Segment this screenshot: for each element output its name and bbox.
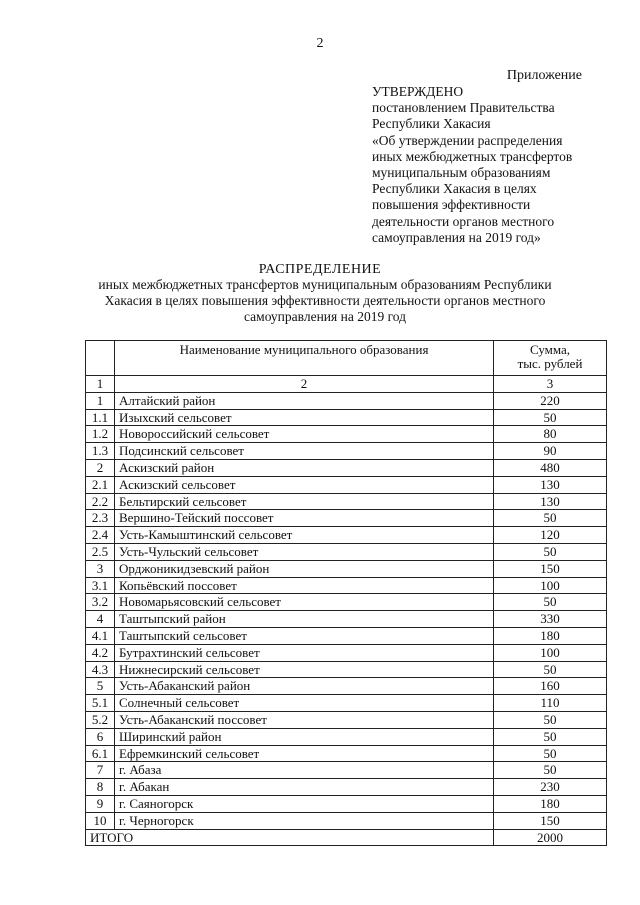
table-row <box>86 661 607 678</box>
table-row <box>86 594 607 611</box>
row-sum-cell: 480 <box>494 459 607 476</box>
row-sum-cell: 100 <box>494 577 607 594</box>
row-name-cell: Аскизский район <box>115 459 494 476</box>
row-name-cell: Подсинский сельсовет <box>115 443 494 460</box>
approval-line: Республики Хакасия <box>372 116 491 132</box>
row-number-cell: 5.2 <box>86 711 115 728</box>
table-row <box>86 577 607 594</box>
row-number-cell: 6.1 <box>86 745 115 762</box>
row-number-cell: 2 <box>86 459 115 476</box>
row-sum-cell: 120 <box>494 527 607 544</box>
row-sum-cell: 50 <box>494 661 607 678</box>
row-sum-cell: 50 <box>494 594 607 611</box>
row-name-cell: Вершино-Тейский поссовет <box>115 510 494 527</box>
table-row <box>86 812 607 829</box>
approval-line: иных межбюджетных трансфертов <box>372 148 573 164</box>
approval-line: повышения эффективности <box>372 197 531 213</box>
row-name-cell: Копьёвский поссовет <box>115 577 494 594</box>
row-name-cell: Нижнесирский сельсовет <box>115 661 494 678</box>
table-body <box>86 341 607 846</box>
table-row <box>86 426 607 443</box>
row-sum-cell: 80 <box>494 426 607 443</box>
table-row <box>86 795 607 812</box>
header-number-cell <box>86 341 115 376</box>
index-cell: 3 <box>494 376 607 393</box>
row-sum-cell: 50 <box>494 728 607 745</box>
row-name-cell: Усть-Чульский сельсовет <box>115 543 494 560</box>
approval-title: УТВЕРЖДЕНО <box>372 84 464 99</box>
approval-line: Республики Хакасия в целях <box>372 181 537 197</box>
row-number-cell: 2.4 <box>86 527 115 544</box>
header-sum-line: Сумма, <box>529 342 571 357</box>
row-number-cell: 2.3 <box>86 510 115 527</box>
row-sum-cell: 230 <box>494 779 607 796</box>
table-index-row <box>86 376 607 393</box>
approval-line: «Об утверждении распределения <box>372 132 563 148</box>
row-sum-cell: 90 <box>494 443 607 460</box>
row-name-cell: Таштыпский район <box>115 611 494 628</box>
table-row <box>86 644 607 661</box>
row-number-cell: 1 <box>86 392 115 409</box>
row-number-cell: 2.1 <box>86 476 115 493</box>
header-name-cell: Наименование муниципального образования <box>115 341 494 376</box>
row-name-cell: г. Абакан <box>115 779 494 796</box>
subheading-line: иных межбюджетных трансфертов муниципальным образованиям Республики <box>98 277 552 292</box>
row-number-cell: 2.5 <box>86 543 115 560</box>
row-number-cell: 1.3 <box>86 443 115 460</box>
row-name-cell: г. Черногорск <box>115 812 494 829</box>
table-row <box>86 678 607 695</box>
document-heading: РАСПРЕДЕЛЕНИЕ <box>258 262 382 277</box>
row-name-cell: Бельтирский сельсовет <box>115 493 494 510</box>
row-sum-cell: 110 <box>494 695 607 712</box>
table-row <box>86 510 607 527</box>
row-number-cell: 3.2 <box>86 594 115 611</box>
index-cell: 1 <box>86 376 115 393</box>
row-name-cell: Новомарьясовский сельсовет <box>115 594 494 611</box>
header-sum-cell <box>494 341 607 376</box>
document-subheading <box>80 277 570 325</box>
table-row <box>86 459 607 476</box>
row-name-cell: Солнечный сельсовет <box>115 695 494 712</box>
table-row <box>86 711 607 728</box>
row-name-cell: Таштыпский сельсовет <box>115 627 494 644</box>
table-row <box>86 695 607 712</box>
row-sum-cell: 220 <box>494 392 607 409</box>
row-number-cell: 4.3 <box>86 661 115 678</box>
row-name-cell: г. Саяногорск <box>115 795 494 812</box>
row-name-cell: Новороссийский сельсовет <box>115 426 494 443</box>
row-number-cell: 1.1 <box>86 409 115 426</box>
row-number-cell: 7 <box>86 762 115 779</box>
table-total-row <box>86 829 607 846</box>
row-number-cell: 1.2 <box>86 426 115 443</box>
row-sum-cell: 160 <box>494 678 607 695</box>
table-row <box>86 527 607 544</box>
header-sum-line: тыс. рублей <box>517 356 583 371</box>
approval-line: самоуправления на 2019 год» <box>372 229 541 245</box>
row-name-cell: Алтайский район <box>115 392 494 409</box>
row-number-cell: 4.2 <box>86 644 115 661</box>
row-number-cell: 4.1 <box>86 627 115 644</box>
row-sum-cell: 50 <box>494 711 607 728</box>
appendix-label: Приложение <box>506 68 582 83</box>
row-name-cell: Ширинский район <box>115 728 494 745</box>
table-row <box>86 560 607 577</box>
row-number-cell: 3 <box>86 560 115 577</box>
distribution-table <box>85 340 607 846</box>
row-sum-cell: 100 <box>494 644 607 661</box>
row-sum-cell: 150 <box>494 560 607 577</box>
row-sum-cell: 50 <box>494 510 607 527</box>
table-row <box>86 779 607 796</box>
row-number-cell: 5 <box>86 678 115 695</box>
row-name-cell: Усть-Камыштинский сельсовет <box>115 527 494 544</box>
row-sum-cell: 50 <box>494 745 607 762</box>
row-name-cell: Изыхский сельсовет <box>115 409 494 426</box>
row-name-cell: Усть-Абаканский поссовет <box>115 711 494 728</box>
row-number-cell: 3.1 <box>86 577 115 594</box>
row-name-cell: Орджоникидзевский район <box>115 560 494 577</box>
subheading-line: самоуправления на 2019 год <box>244 309 406 324</box>
row-name-cell: Бутрахтинский сельсовет <box>115 644 494 661</box>
row-number-cell: 9 <box>86 795 115 812</box>
table-row <box>86 543 607 560</box>
row-sum-cell: 150 <box>494 812 607 829</box>
page-number: 2 <box>316 36 324 51</box>
total-sum-cell: 2000 <box>494 829 607 846</box>
table-row <box>86 611 607 628</box>
row-sum-cell: 50 <box>494 543 607 560</box>
index-cell: 2 <box>115 376 494 393</box>
table-row <box>86 476 607 493</box>
row-sum-cell: 130 <box>494 476 607 493</box>
approval-line: постановлением Правительства <box>372 100 555 116</box>
row-sum-cell: 50 <box>494 762 607 779</box>
table-row <box>86 409 607 426</box>
row-sum-cell: 330 <box>494 611 607 628</box>
total-label-cell: ИТОГО <box>86 829 494 846</box>
table-row <box>86 745 607 762</box>
row-sum-cell: 130 <box>494 493 607 510</box>
row-sum-cell: 50 <box>494 409 607 426</box>
row-sum-cell: 180 <box>494 795 607 812</box>
table-row <box>86 392 607 409</box>
table-row <box>86 762 607 779</box>
row-name-cell: Аскизский сельсовет <box>115 476 494 493</box>
row-number-cell: 10 <box>86 812 115 829</box>
approval-block <box>372 84 612 246</box>
table-header-row <box>86 341 607 376</box>
table-row <box>86 493 607 510</box>
row-sum-cell: 180 <box>494 627 607 644</box>
table-row <box>86 627 607 644</box>
row-name-cell: Ефремкинский сельсовет <box>115 745 494 762</box>
row-number-cell: 6 <box>86 728 115 745</box>
approval-line: деятельности органов местного <box>372 213 555 229</box>
table-row <box>86 443 607 460</box>
table-row <box>86 728 607 745</box>
approval-line: муниципальным образованиям <box>372 165 551 181</box>
subheading-line: Хакасия в целях повышения эффективности деятельности органов местного <box>104 293 546 308</box>
row-number-cell: 5.1 <box>86 695 115 712</box>
row-number-cell: 2.2 <box>86 493 115 510</box>
row-name-cell: г. Абаза <box>115 762 494 779</box>
row-number-cell: 4 <box>86 611 115 628</box>
row-name-cell: Усть-Абаканский район <box>115 678 494 695</box>
row-number-cell: 8 <box>86 779 115 796</box>
